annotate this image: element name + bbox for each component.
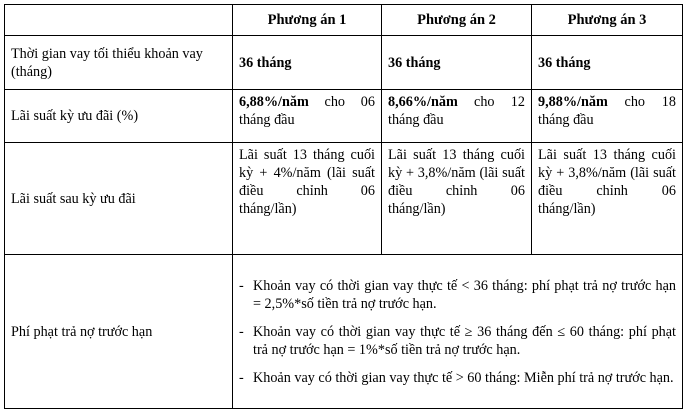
table-header-row — [5, 5, 683, 36]
promo-rate-value: 9,88%/năm — [538, 94, 608, 110]
header-option-1: Phương án 1 — [233, 5, 382, 36]
row-min-loan-term — [5, 36, 683, 90]
list-item — [239, 277, 676, 313]
bullet-dash: - — [239, 323, 244, 340]
cell-promo-rate-option-2 — [382, 90, 532, 143]
row-label-post-promo-rate: Lãi suất sau kỳ ưu đãi — [5, 143, 233, 255]
list-item — [239, 369, 676, 387]
row-label-prepayment-fee: Phí phạt trả nợ trước hạn — [5, 255, 233, 409]
row-label-min-loan-term: Thời gian vay tối thiểu khoản vay (tháng) — [5, 36, 233, 90]
promo-rate-value: 8,66%/năm — [388, 94, 458, 110]
bullet-dash: - — [239, 277, 244, 294]
cell-post-promo-option-3: Lãi suất 13 tháng cuối kỳ + 3,8%/năm (lãi suất điều chỉnh 06 tháng/lần) — [532, 143, 683, 255]
header-option-3: Phương án 3 — [532, 5, 683, 36]
cell-min-term-option-2 — [382, 36, 532, 90]
promo-rate-value: 6,88%/năm — [239, 94, 309, 110]
cell-min-term-option-3 — [532, 36, 683, 90]
row-promo-rate — [5, 90, 683, 143]
cell-prepayment-fee-rules — [233, 255, 683, 409]
fee-rule-text: Khoản vay có thời gian vay thực tế ≥ 36 tháng đến ≤ 60 tháng: phí phạt trả nợ trước hạn = 1%*số tiền trả nợ trước hạn. — [253, 323, 676, 358]
bullet-dash: - — [239, 369, 244, 386]
fee-rule-text: Khoản vay có thời gian vay thực tế < 36 tháng: phí phạt trả nợ trước hạn = 2,5%*số tiền trả nợ trước hạn. — [253, 277, 676, 312]
cell-promo-rate-option-1 — [233, 90, 382, 143]
promo-rate-period: cho 12 tháng đầu — [388, 94, 525, 128]
min-term-value: 36 tháng — [239, 54, 292, 71]
cell-post-promo-option-2: Lãi suất 13 tháng cuối kỳ + 3,8%/năm (lãi suất điều chỉnh 06 tháng/lần) — [382, 143, 532, 255]
promo-rate-period: cho 06 tháng đầu — [239, 94, 375, 128]
cell-min-term-option-1 — [233, 36, 382, 90]
fee-rule-text: Khoản vay có thời gian vay thực tế > 60 tháng: Miễn phí trả nợ trước hạn. — [253, 369, 674, 386]
header-empty-cell — [5, 5, 233, 36]
cell-post-promo-option-1: Lãi suất 13 tháng cuối kỳ + 4%/năm (lãi suất điều chỉnh 06 tháng/lần) — [233, 143, 382, 255]
min-term-value: 36 tháng — [538, 54, 591, 71]
row-post-promo-rate — [5, 143, 683, 255]
list-item — [239, 323, 676, 359]
row-prepayment-fee — [5, 255, 683, 409]
min-term-value: 36 tháng — [388, 54, 441, 71]
prepayment-fee-list — [239, 277, 676, 387]
promo-rate-period: cho 18 tháng đầu — [538, 94, 676, 128]
loan-options-table — [4, 4, 683, 409]
cell-promo-rate-option-3 — [532, 90, 683, 143]
row-label-promo-rate: Lãi suất kỳ ưu đãi (%) — [5, 90, 233, 143]
header-option-2: Phương án 2 — [382, 5, 532, 36]
